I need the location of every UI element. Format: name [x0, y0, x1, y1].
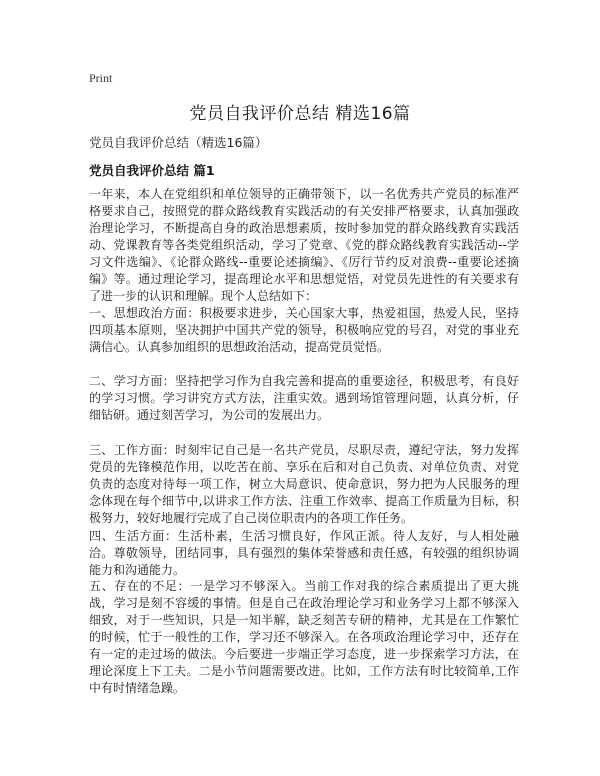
document-subtitle: 党员自我评价总结（精选16篇） — [89, 135, 268, 150]
paragraph-intro: 一年来，本人在党组织和单位领导的正确带领下，以一名优秀共产党员的标准严格要求自己，按照党的群众路线教育实践活动的有关安排严格要求，认真加强政治理论学习，不断提高自身的政治思想素质，按时参加党的群众路线教育实践活动、党课教育等各类党组织活动，学习了党章、《党的群众路线教育实践活动--学习文件选编》、《论群众路线--重要论述摘编》、《厉行节约反对浪费--重要论述摘编》等。通过理论学习，提高理论水平和思想觉悟，对党员先进性的有关要求有了进一步的认识和理解。现个人总结如下： — [89, 187, 519, 303]
paragraph-work: 三、工作方面：时刻牢记自己是一名共产党员，尽职尽责，遵纪守法，努力发挥党员的先锋模范作用，以吃苦在前、享乐在后和对自己负责、对单位负责、对党负责的态度对待每一项工作，树立大局意识、使命意识，努力把为人民服务的理念体现在每个细节中,以讲求工作方法、注重工作效率、提高工作质量为目标，积极努力，较好地履行完成了自己岗位职责内的各项工作任务。 — [89, 443, 519, 525]
paragraph-shortcomings: 五、存在的不足：一是学习不够深入。当前工作对我的综合素质提出了更大挑战，学习是刻不容缓的事情。但是自己在政治理论学习和业务学习上都不够深入细致，对于一些知识，只是一知半解，缺乏刻苦专研的精神，尤其是在工作繁忙的时候，忙于一般性的工作，学习还不够深入。在各项政治理论学习中，还存在有一定的走过场的做法。今后要进一步端正学习态度，进一步探索学习方法，在理论深度上下工夫。二是小节问题需要改进。比如，工作方法有时比较简单,工作中有时情绪急躁。 — [89, 579, 519, 695]
paragraph-politics: 一、思想政治方面：积极要求进步，关心国家大事，热爱祖国，热爱人民，坚持四项基本原则，坚决拥护中国共产党的领导，积极响应党的号召，对党的事业充满信心。认真参加组织的思想政治活动，提高党员觉悟。 — [89, 306, 519, 354]
page-title: 党员自我评价总结 精选16篇 — [189, 104, 411, 124]
section-heading: 党员自我评价总结 篇1 — [89, 163, 215, 178]
print-label: Print — [89, 71, 113, 85]
paragraph-life: 四、生活方面：生活朴素，生活习惯良好，作风正派。待人友好，与人相处融洽。尊敬领导，团结同事，具有强烈的集体荣誉感和责任感，有较强的组织协调能力和沟通能力。 — [89, 529, 519, 577]
paragraph-study: 二、学习方面：坚持把学习作为自我完善和提高的重要途径，积极思考，有良好的学习习惯。学习讲究方式方法，注重实效。遇到场馆管理问题，认真分析，仔细钻研。通过刻苦学习，为公司的发展出力。 — [89, 374, 519, 422]
